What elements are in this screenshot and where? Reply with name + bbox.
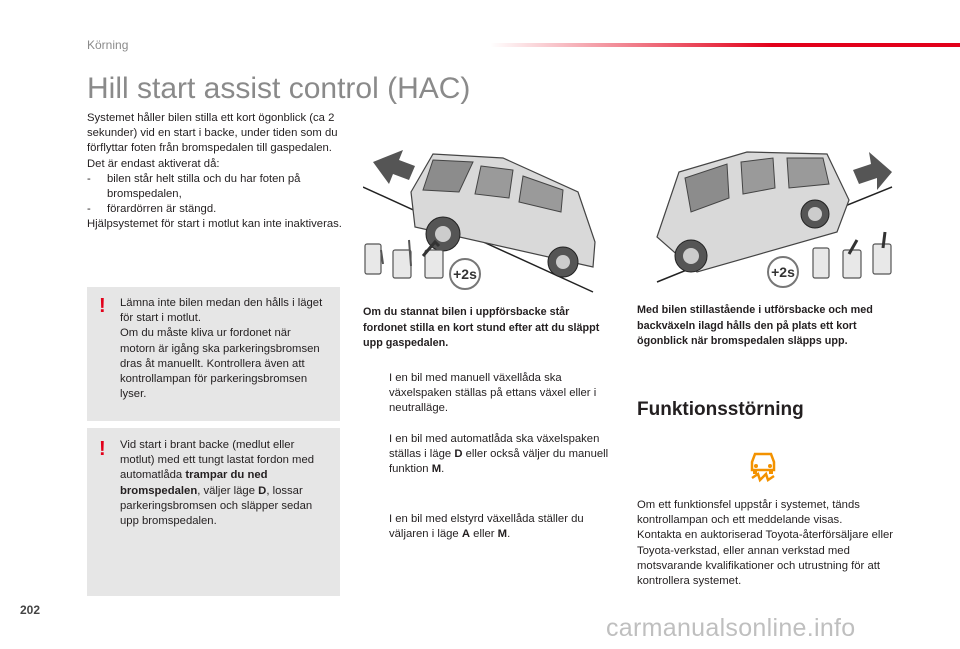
page-number: 202 [20,603,41,617]
bullet-icon [363,512,389,542]
intro-condition-heading: Det är endast aktiverat då: [87,157,220,170]
section-label: Körning [87,38,129,52]
bullet-icon [363,371,389,417]
list-item: I en bil med automatlåda ska växelspaken ställas i läge D eller också väljer du manuell funktion M. [363,432,618,478]
malfunction-heading: Funktionsstörning [637,399,804,420]
uphill-caption: Om du stannat bilen i uppförsbacke står fordonet stilla en kort stund efter att du släppt upp gaspedalen. [363,306,600,349]
intro-text [87,111,345,233]
list-item: I en bil med manuell växellåda ska växelspaken ställas på ettans växel eller i neutralläge. [363,371,618,417]
hac-warning-lamp-icon [746,450,780,484]
warning-text: Vid start i brant backe (medlut eller motlut) med ett tungt lastat fordon med automatlåda trampar du ned bromspedalen, väljer läge D, lossar parkeringsbromsen och släpper sedan upp bromspedalen. [120,439,315,528]
list-item: I en bil med elstyrd växellåda ställer du väljaren i läge A eller M. [363,512,618,542]
intro-note: Hjälpsystemet för start i motlut kan inte inaktiveras. [87,218,342,231]
arrow-icon [373,150,415,184]
warning-exclamation-icon: ! [99,438,106,460]
arrow-icon [853,152,892,190]
uphill-van-image [363,132,628,297]
uphill-illustration [363,132,628,297]
page-title: Hill start assist control (HAC) [87,72,471,105]
timer-badge: +2s [771,264,795,280]
warning-box-parking [87,287,340,421]
downhill-van-image [637,132,899,297]
warning-exclamation-icon: ! [99,295,106,317]
warning-box-steep-start [87,428,340,596]
timer-badge: +2s [453,266,477,282]
list-item: - förardörren är stängd. [87,203,217,216]
malfunction-text: Om ett funktionsfel uppstår i systemet, tänds kontrollampan och ett meddelande visas. Kontakta en auktoriserad Toyota-återförsäljare eller Toyota-verkstad, eller annan verkstad med motsvarande kvalifikationer och utrustning för att kontrollera systemet. [637,499,893,588]
intro-paragraph: Systemet håller bilen stilla ett kort ögonblick (ca 2 sekunder) vid en start i backe, under tiden som du förflyttar foten från bromspedalen till gaspedalen. [87,112,338,155]
header-accent-line [490,43,960,47]
bullet-icon [363,432,389,478]
watermark: carmanualsonline.info [606,614,856,642]
list-item: - bilen står helt stilla och du har foten på bromspedalen, [87,172,301,201]
warning-text: Lämna inte bilen medan den hålls i läget för start i motlut. Om du måste kliva ur fordonet när motorn är igång ska parkeringsbromsen dras åt manuellt. Kontrollera även att kontrollampan för parkeringsbromsen lyser. [120,297,323,401]
downhill-illustration [637,132,899,297]
downhill-caption: Med bilen stillastående i utförsbacke och med backväxeln ilagd hålls den på plats ett kort ögonblick när bromspedalen släpps upp. [637,304,873,347]
